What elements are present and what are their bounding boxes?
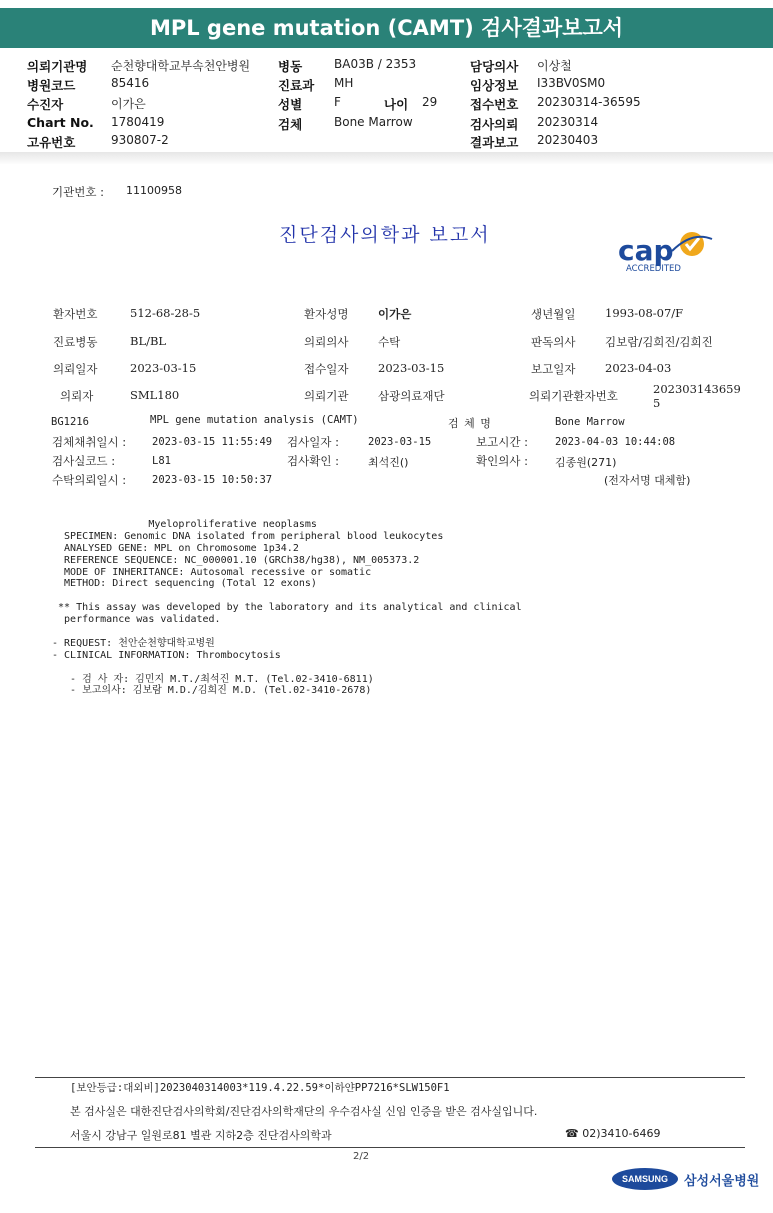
field-label-accession: 접수번호 <box>470 97 519 112</box>
samsung-logo-mark: SAMSUNG <box>612 1168 678 1190</box>
field-value-clinical-info: I33BV0SM0 <box>537 76 606 90</box>
field-value-patient: 이가은 <box>111 97 146 111</box>
agency-label: 기관번호 : <box>52 185 104 199</box>
result-line: Myeloproliferative neoplasms <box>52 519 317 530</box>
patient-value-institution-patient-no: 202303143659 <box>653 382 741 396</box>
patient-value-receipt-date: 2023-03-15 <box>378 361 445 375</box>
patient-value-patient-no: 512-68-28-5 <box>130 306 201 320</box>
patient-label-institution-patient-no: 의뢰기관환자번호 <box>529 389 618 403</box>
specimen-value: Bone Marrow <box>555 416 625 428</box>
cap-accredited-logo <box>616 229 716 275</box>
report-time-label: 보고시간 : <box>476 435 528 449</box>
section-separator <box>0 152 773 164</box>
field-label-requesting-institution: 의뢰기관명 <box>27 59 88 74</box>
report-time-value: 2023-04-03 10:44:08 <box>555 436 676 448</box>
result-line <box>52 626 522 638</box>
report-title: 진단검사의학과 보고서 <box>279 224 491 246</box>
field-label-unique-no: 고유번호 <box>27 135 76 150</box>
patient-label-patient-no: 환자번호 <box>53 307 98 321</box>
field-label-chart-no: Chart No. <box>27 115 94 130</box>
hospital-name: 삼성서울병원 <box>684 1174 760 1189</box>
result-line: - REQUEST: 천안순천향대학교병원 <box>52 637 215 649</box>
outsourced-request-label: 수탁의뢰일시 : <box>52 473 127 487</box>
result-line: - 보고의사: 김보람 M.D./김희진 M.D. (Tel.02-3410-2678) <box>52 685 372 697</box>
field-value-age: 29 <box>422 95 438 109</box>
field-label-department: 진료과 <box>278 78 315 93</box>
footer-divider-bottom <box>35 1147 745 1148</box>
field-value-chart-no: 1780419 <box>111 115 165 129</box>
agency-number: 11100958 <box>126 184 182 197</box>
patient-label-reading-doctor: 판독의사 <box>531 335 576 349</box>
lab-address: 서울시 강남구 일원로81 별관 지하2층 진단검사의학과 <box>70 1129 332 1142</box>
verify-doctor-label: 확인의사 : <box>476 454 528 468</box>
outsourced-request-value: 2023-03-15 10:50:37 <box>152 474 273 486</box>
patient-label-referring-doctor: 의뢰의사 <box>304 335 349 349</box>
patient-value-reading-doctor: 김보람/김희진/김희진 <box>605 335 713 349</box>
field-value-ward: BA03B / 2353 <box>334 57 417 71</box>
result-line: ** This assay was developed by the laboratory and its analytical and clinical <box>52 602 522 614</box>
field-value-attending: 이상철 <box>537 59 572 73</box>
patient-label-ward: 진료병동 <box>53 335 98 349</box>
result-line: REFERENCE SEQUENCE: NC_000001.10 (GRCh38/hg38), NM_005373.2 <box>52 554 420 566</box>
result-line: ANALYSED GENE: MPL on Chromosome 1p34.2 <box>52 542 299 554</box>
field-label-attending: 담당의사 <box>470 59 519 74</box>
lab-phone: ☎ 02)3410-6469 <box>565 1127 661 1140</box>
field-label-ward: 병동 <box>278 59 303 74</box>
field-value-unique-no: 930807-2 <box>111 133 169 147</box>
result-text-block <box>52 519 522 697</box>
patient-value-patient-name: 이가은 <box>378 307 412 321</box>
patient-label-request-date: 의뢰일자 <box>53 362 98 376</box>
field-value-result-report: 20230403 <box>537 133 599 147</box>
svg-text:cap: cap <box>618 234 674 267</box>
patient-value-report-date: 2023-04-03 <box>605 361 672 375</box>
test-confirm-label: 검사확인 : <box>287 454 339 468</box>
security-level-note: [보안등급:대외비]2023040314003*119.4.22.59*이하얀PP7216*SLW150F1 <box>70 1082 450 1094</box>
collection-label: 검체채취일시 : <box>52 435 127 449</box>
certification-note: 본 검사실은 대한진단검사의학회/진단검사의학재단의 우수검사실 신임 인증을 받은 검사실입니다. <box>70 1105 538 1118</box>
specimen-label: 검 체 명 <box>448 417 492 430</box>
result-line: - 검 사 자: 김민지 M.T./최석진 M.T. (Tel.02-3410-6811) <box>52 673 374 685</box>
patient-value-requesting-institution: 삼광의료재단 <box>378 389 445 403</box>
field-label-test-request: 검사의뢰 <box>470 117 519 132</box>
result-line <box>52 590 522 602</box>
field-value-test-request: 20230314 <box>537 115 599 129</box>
patient-label-requester: 의뢰자 <box>60 389 94 403</box>
report-header-title: MPL gene mutation (CAMT) 검사결과보고서 <box>149 16 624 40</box>
patient-label-report-date: 보고일자 <box>531 362 576 376</box>
field-value-sex: F <box>334 95 341 109</box>
field-label-specimen: 검체 <box>278 117 303 132</box>
patient-label-receipt-date: 접수일자 <box>304 362 349 376</box>
page-number: 2/2 <box>353 1151 370 1162</box>
patient-value-birthdate: 1993-08-07/F <box>605 306 684 320</box>
test-name: MPL gene mutation analysis (CAMT) <box>150 414 359 426</box>
patient-value-ward: BL/BL <box>130 334 167 348</box>
field-label-result-report: 결과보고 <box>470 135 519 150</box>
result-line: - CLINICAL INFORMATION: Thrombocytosis <box>52 649 281 661</box>
field-label-age: 나이 <box>384 97 409 112</box>
patient-value-request-date: 2023-03-15 <box>130 361 197 375</box>
patient-label-patient-name: 환자성명 <box>304 307 349 321</box>
test-date-label: 검사일자 : <box>287 435 339 449</box>
patient-value-requester: SML180 <box>130 388 180 402</box>
result-line: performance was validated. <box>52 614 221 626</box>
result-line <box>52 662 522 674</box>
field-value-accession: 20230314-36595 <box>537 95 641 109</box>
lab-code-value: L81 <box>152 455 171 467</box>
electronic-signature-note: (전자서명 대체함) <box>604 474 691 487</box>
field-value-requesting-institution: 순천향대학교부속천안병원 <box>111 59 251 73</box>
verify-doctor-value: 김종원(271) <box>555 456 617 469</box>
patient-label-requesting-institution: 의뢰기관 <box>304 389 349 403</box>
field-value-hospital-code: 85416 <box>111 76 150 90</box>
patient-value-institution-patient-no-cont: 5 <box>653 396 661 410</box>
field-value-specimen: Bone Marrow <box>334 115 413 129</box>
patient-value-referring-doctor: 수탁 <box>378 335 401 349</box>
test-date-value: 2023-03-15 <box>368 436 432 448</box>
field-label-clinical-info: 임상정보 <box>470 78 519 93</box>
test-code: BG1216 <box>51 416 89 428</box>
field-label-patient: 수진자 <box>27 97 64 112</box>
result-line: MODE OF INHERITANCE: Autosomal recessive or somatic <box>52 566 372 578</box>
patient-label-birthdate: 생년월일 <box>531 307 576 321</box>
collection-value: 2023-03-15 11:55:49 <box>152 436 273 448</box>
footer-divider <box>35 1077 745 1078</box>
field-value-department: MH <box>334 76 354 90</box>
field-label-hospital-code: 병원코드 <box>27 78 76 93</box>
lab-code-label: 검사실코드 : <box>52 454 116 468</box>
result-line: SPECIMEN: Genomic DNA isolated from peripheral blood leukocytes <box>52 530 444 542</box>
result-line: METHOD: Direct sequencing (Total 12 exons) <box>52 578 317 590</box>
field-label-sex: 성별 <box>278 97 303 112</box>
svg-text:ACCREDITED: ACCREDITED <box>626 264 681 274</box>
test-confirm-value: 최석진() <box>368 456 409 469</box>
